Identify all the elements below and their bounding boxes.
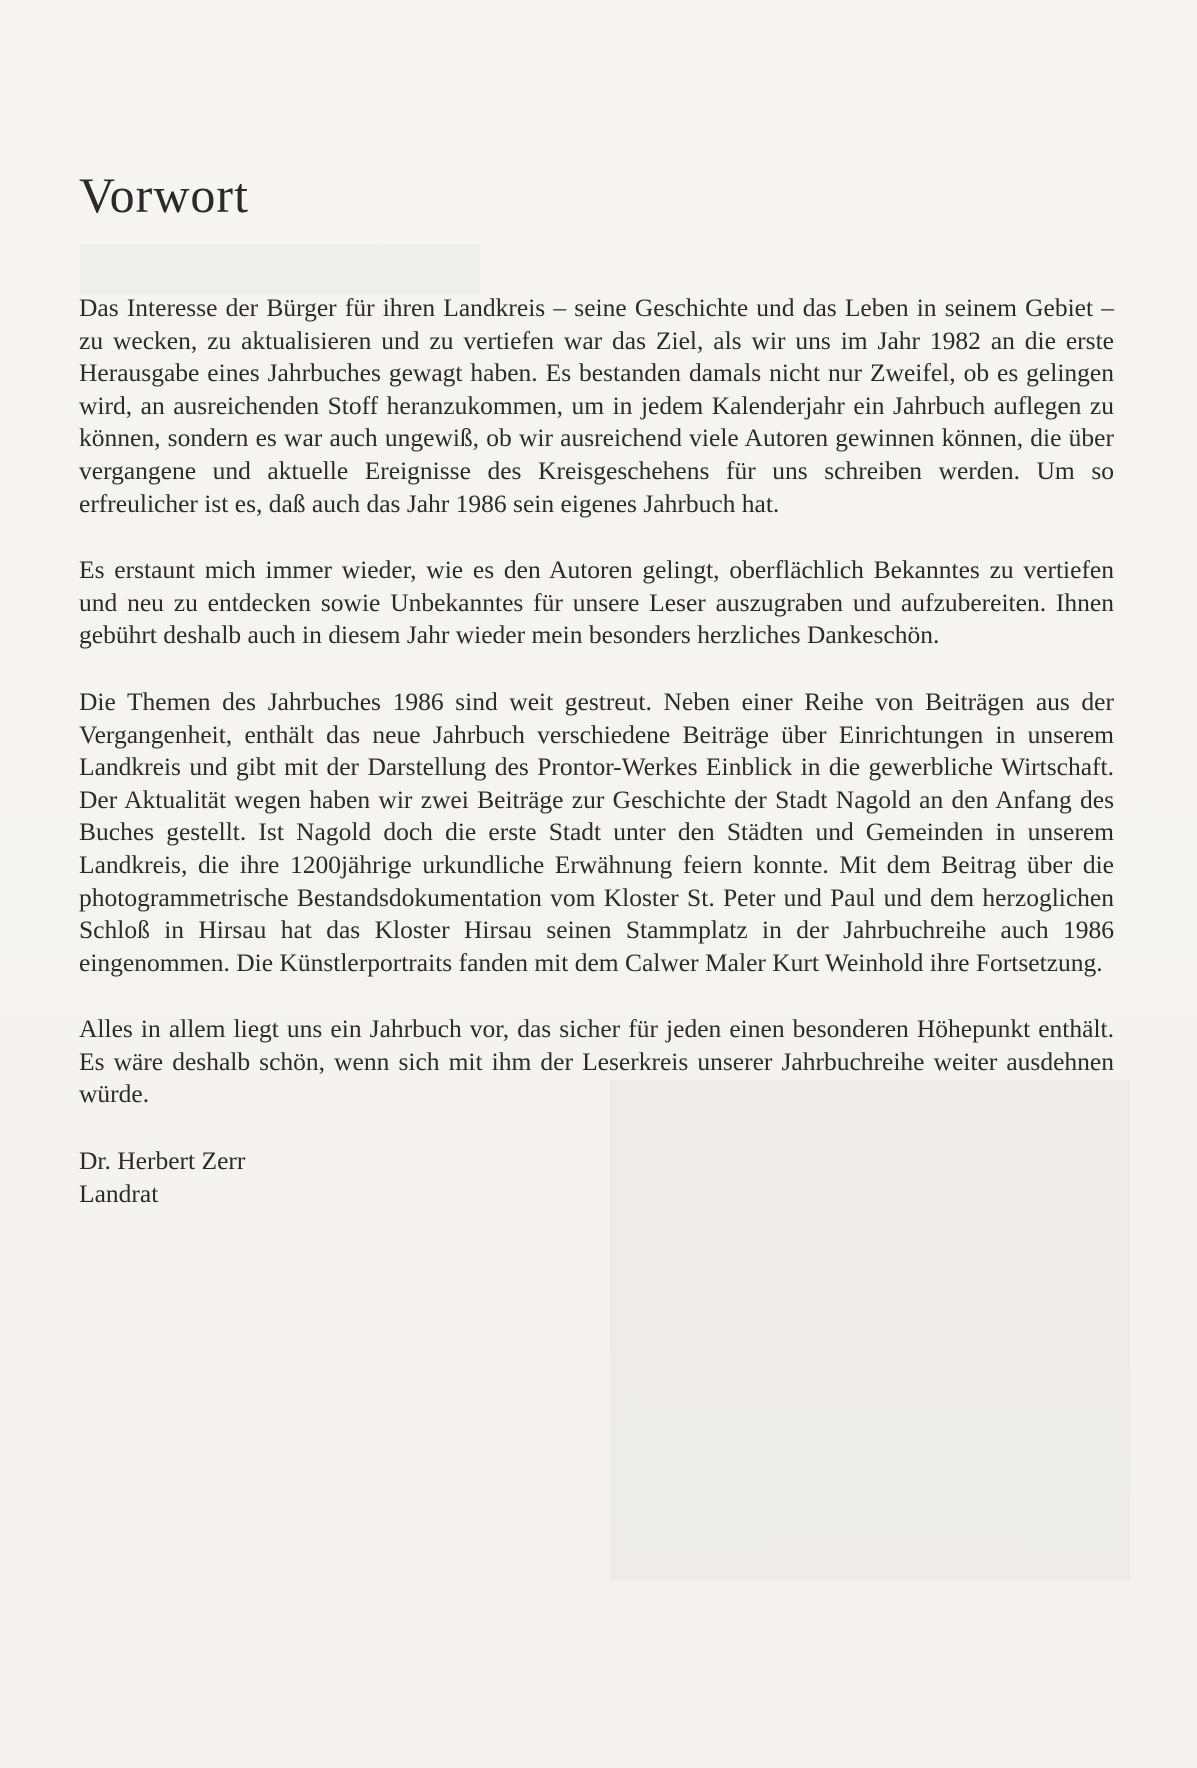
page-title: Vorwort <box>79 167 249 223</box>
signature-block <box>79 1145 1114 1210</box>
signature-name: Dr. Herbert Zerr <box>79 1146 246 1176</box>
paragraph-4: Alles in allem liegt uns ein Jahrbuch vor, das sicher für jeden einen besonderen Höhepunkt enthält. Es wäre deshalb schön, wenn sich mit ihm der Leserkreis unserer Jahrbuchreihe weiter ausdehnen würde. <box>79 1014 1114 1109</box>
paragraph-2: Es erstaunt mich immer wieder, wie es den Autoren gelingt, oberflächlich Bekanntes zu vertiefen und neu zu entdecken sowie Unbekanntes für unsere Leser auszugraben und aufzubereiten. Ihnen gebührt deshalb auch in diesem Jahr wieder mein besonders herzliches Dankeschön. <box>79 555 1114 650</box>
paragraph-1: Das Interesse der Bürger für ihren Landkreis – seine Geschichte und das Leben in seinem Gebiet – zu wecken, zu aktualisieren und zu vertiefen war das Ziel, als wir uns im Jahr 1982 an die erste Herausgabe eines Jahrbuches gewagt haben. Es bestanden damals nicht nur Zweifel, ob es gelingen wird, an ausreichenden Stoff heranzukommen, um in jedem Kalenderjahr ein Jahrbuch auflegen zu können, sondern es war auch ungewiß, ob wir ausreichend viele Autoren gewinnen können, die über vergangene und aktuelle Ereignisse des Kreisgeschehens für uns schreiben werden. Um so erfreulicher ist es, daß auch das Jahr 1986 sein eigenes Jahrbuch hat. <box>79 293 1114 518</box>
document-body <box>79 167 1114 1210</box>
signature-role: Landrat <box>79 1178 159 1208</box>
paragraph-3: Die Themen des Jahrbuches 1986 sind weit gestreut. Neben einer Reihe von Beiträgen aus der Vergangenheit, enthält das neue Jahrbuch verschiedene Beiträge über Einrichtungen in unserem Landkreis und gibt mit der Darstellung des Prontor-Werkes Einblick in die gewerbliche Wirtschaft. Der Aktualität wegen haben wir zwei Beiträge zur Geschichte der Stadt Nagold an den Anfang des Buches gestellt. Ist Nagold doch die erste Stadt unter den Städten und Gemeinden in unserem Landkreis, die ihre 1200jährige urkundliche Erwähnung feiern konnte. Mit dem Beitrag über die photogrammetrische Bestandsdokumentation vom Kloster St. Peter und Paul und dem herzoglichen Schloß in Hirsau hat das Kloster Hirsau seinen Stammplatz in der Jahrbuchreihe auch 1986 eingenommen. Die Künstlerportraits fanden mit dem Calwer Maler Kurt Weinhold ihre Fortsetzung. <box>79 686 1114 977</box>
